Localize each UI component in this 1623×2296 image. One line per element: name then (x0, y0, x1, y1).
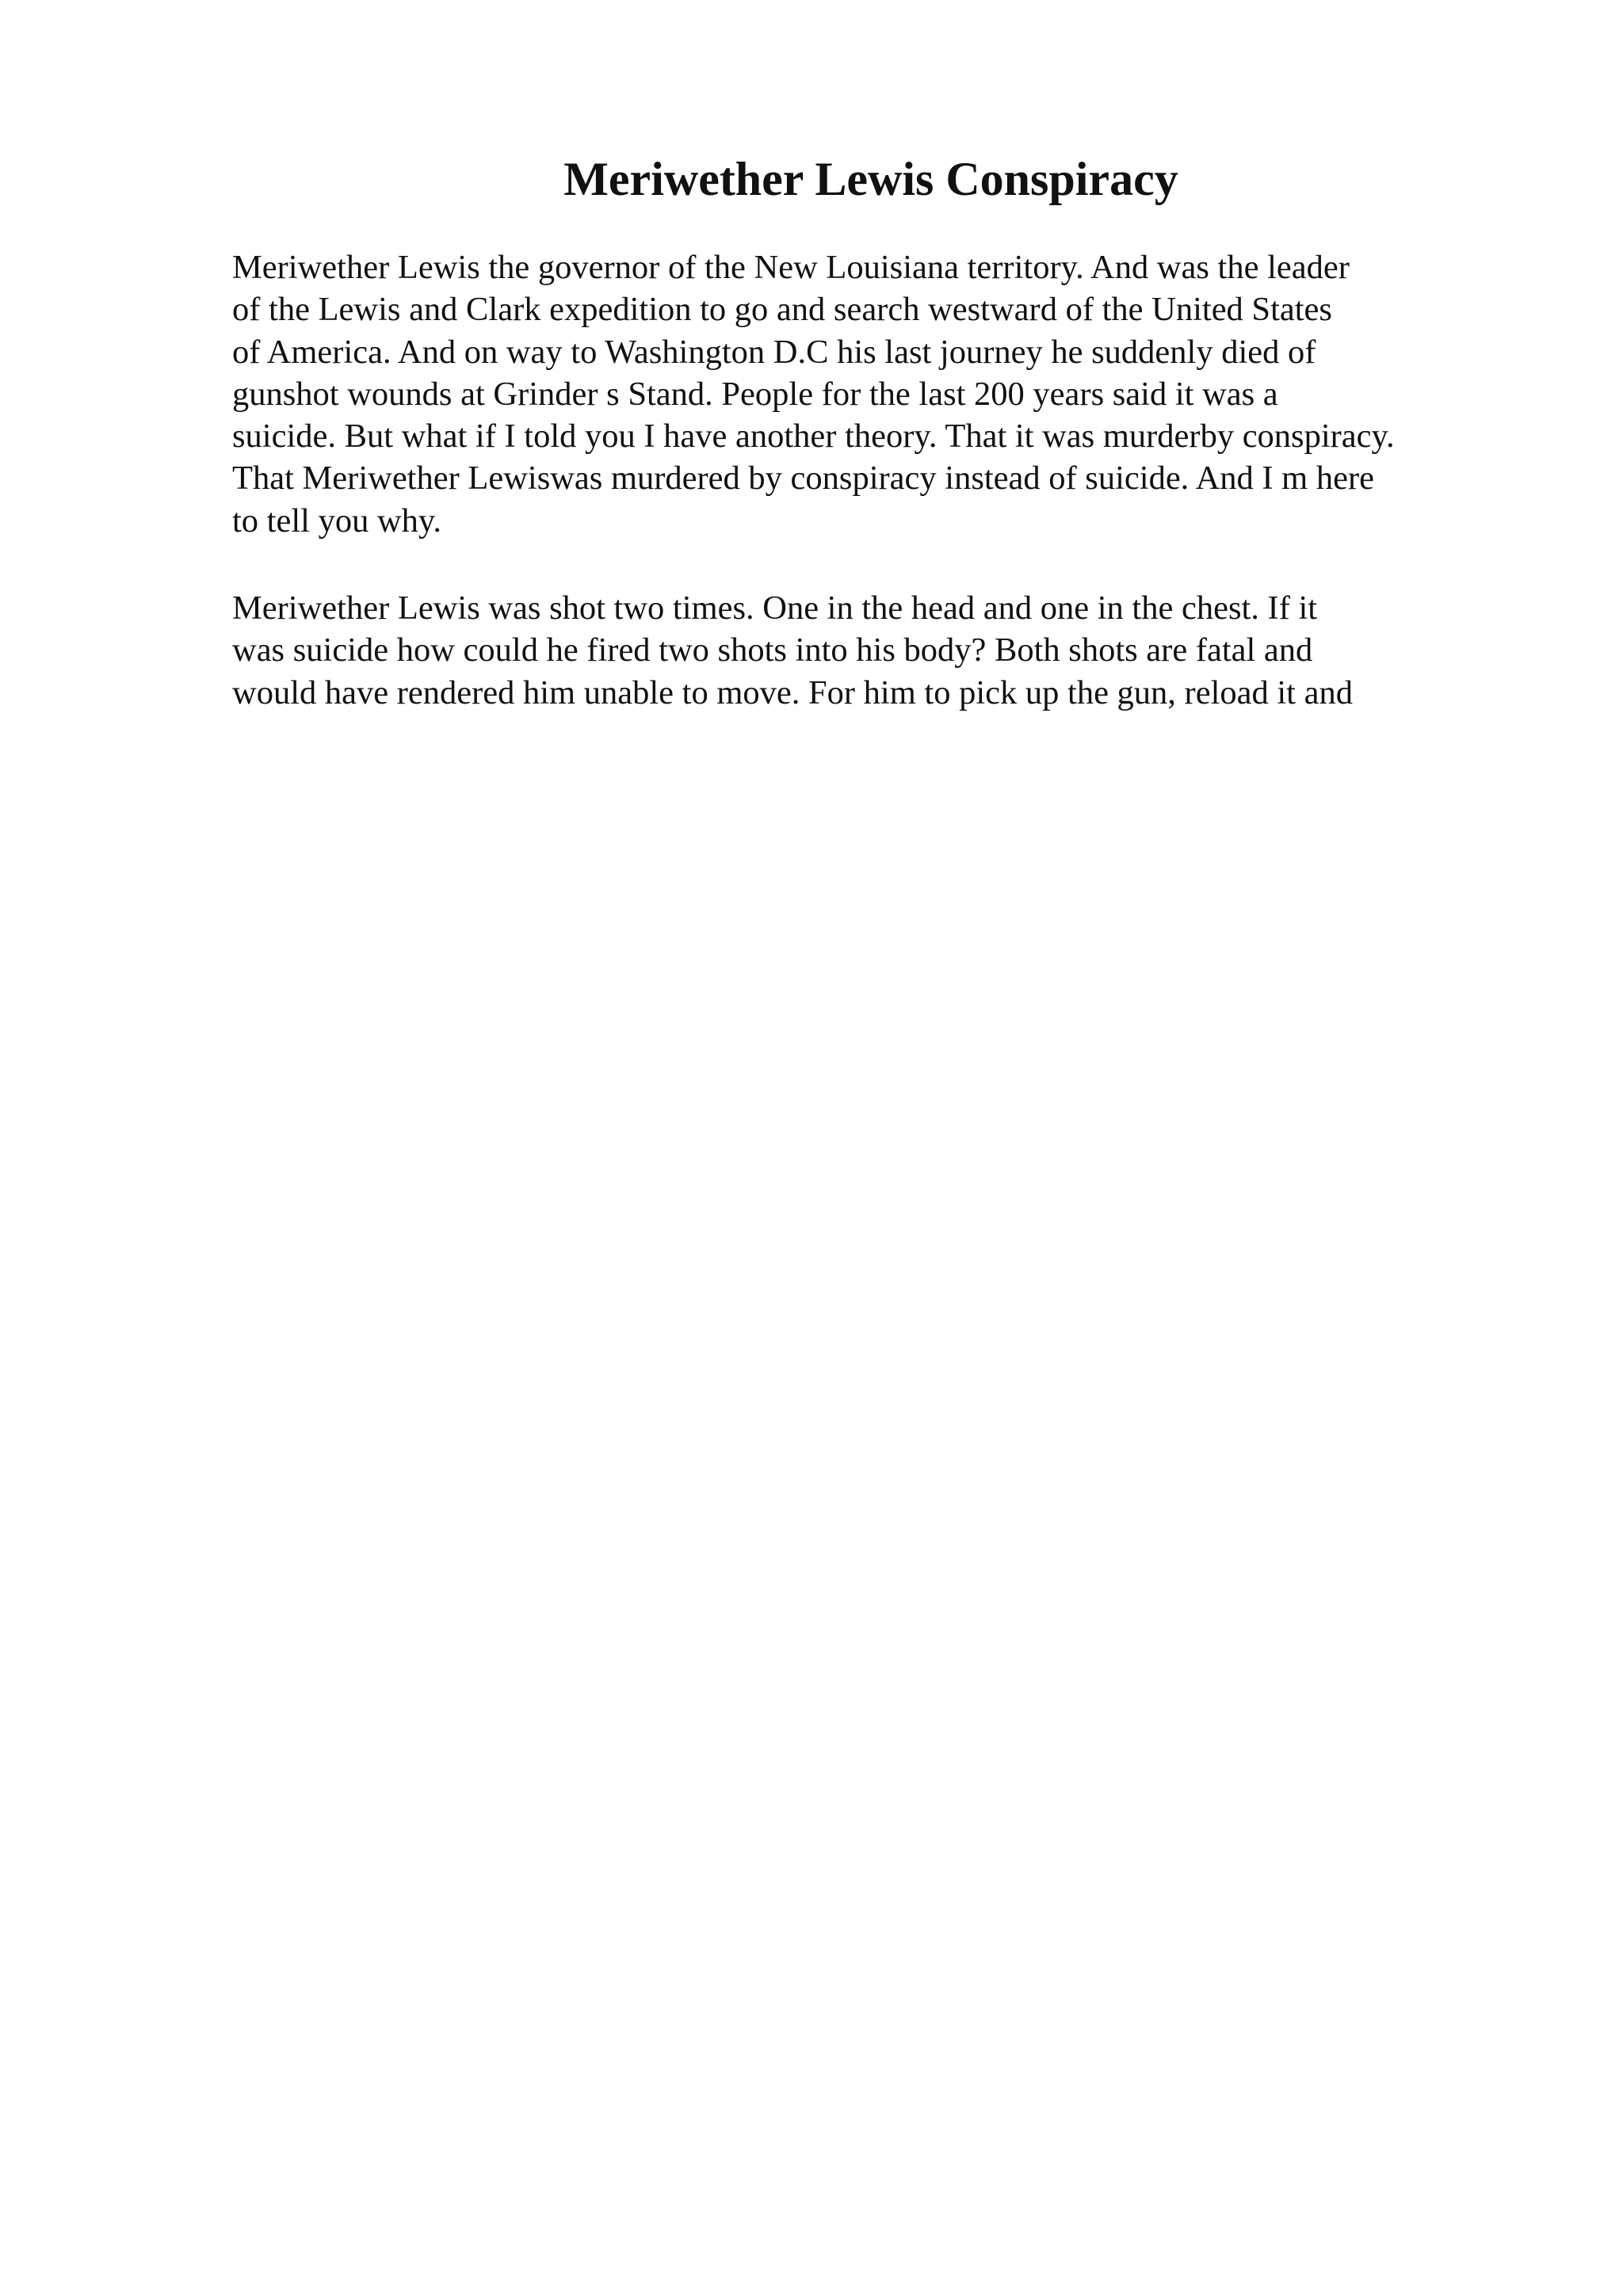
text-line: suicide. But what if I told you I have another theory. That it was murderby conspiracy. (232, 418, 1395, 456)
text-line: gunshot wounds at Grinder s Stand. People for the last 200 years said it was a (232, 375, 1278, 413)
document-title: Meriwether Lewis Conspiracy (563, 153, 1178, 205)
paragraph-evidence (232, 587, 1353, 714)
text-line: to tell you why. (232, 502, 442, 540)
text-line: of the Lewis and Clark expedition to go and search westward of the United States (232, 291, 1332, 329)
text-line: of America. And on way to Washington D.C his last journey he suddenly died of (232, 333, 1316, 371)
text-line: would have rendered him unable to move. For him to pick up the gun, reload it and (232, 673, 1353, 711)
text-line: Meriwether Lewis the governor of the New Louisiana territory. And was the leader (232, 249, 1350, 286)
text-line: That Meriwether Lewiswas murdered by conspiracy instead of suicide. And I m here (232, 460, 1374, 498)
text-line: Meriwether Lewis was shot two times. One in the head and one in the chest. If it (232, 589, 1318, 627)
text-line: was suicide how could he fired two shots into his body? Both shots are fatal and (232, 631, 1313, 669)
paragraph-intro (232, 246, 1395, 542)
